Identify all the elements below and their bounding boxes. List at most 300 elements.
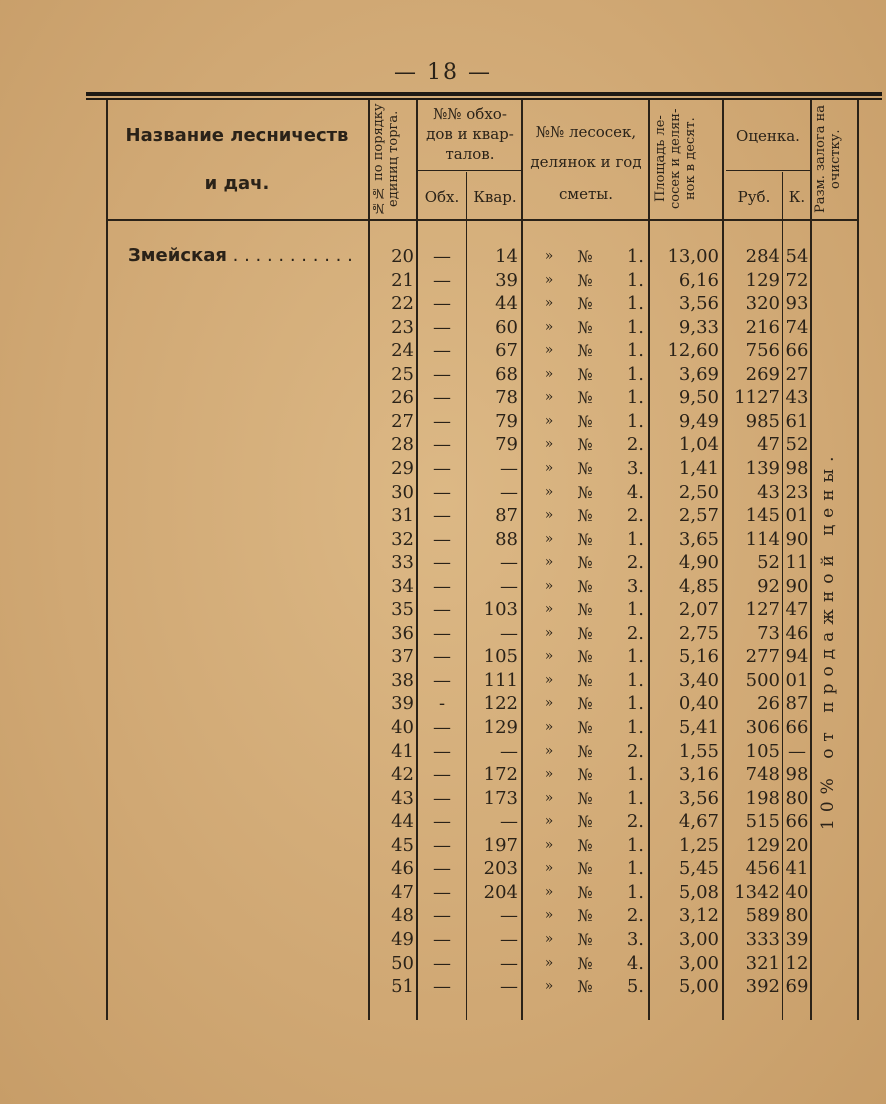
cell-rub: 198 [745,787,780,809]
cell-obh: - [438,693,446,715]
cell-plot: 1. [626,858,644,880]
cell-area: 3,00 [678,952,719,974]
cell-rub: 320 [745,293,780,315]
cell-number-sign: № [577,482,593,502]
cell-rub: 129 [745,269,780,291]
header-plots-line1: №№ лесосек, [535,123,637,141]
cell-obh: — [433,976,451,998]
cell-plot: 3. [626,928,644,950]
header-rounds-line1: №№ обхо- [433,105,507,123]
cell-obh: — [433,599,451,621]
cell-plot: 2. [626,505,644,527]
cell-area: 2,50 [678,481,719,503]
cell-obh: — [433,575,451,597]
cell-number-sign: № [577,835,593,855]
cell-number-sign: № [577,623,593,643]
header-estimate-rub: Руб. [737,188,771,206]
cell-area: 3,65 [678,528,719,550]
cell-no: 30 [391,481,414,503]
cell-kop: 66 [785,340,809,362]
cell-area: 12,60 [667,340,719,362]
cell-plot: 1. [626,764,644,786]
cell-kop: 12 [785,952,809,974]
cell-kop: 61 [785,410,809,432]
cell-plot: 1. [626,410,644,432]
cell-kvar: 39 [495,269,518,291]
cell-obh: — [433,293,451,315]
cell-kop: 98 [785,457,809,479]
header-area: Площадь ле-сосек и делян-нок в десят. [653,108,698,210]
cell-plot: 1. [626,246,644,267]
cell-no: 28 [391,434,414,456]
cell-plot: 1. [626,340,644,362]
cell-number-sign: № [577,411,593,431]
cell-no: 45 [391,834,414,856]
cell-kvar: 197 [483,834,518,856]
cell-kop: 72 [785,269,809,291]
cell-plot: 1. [626,881,644,903]
top-rule-thick [86,92,882,96]
cell-quote: » [544,954,554,971]
cell-quote: » [544,507,554,524]
cell-rub: 105 [745,740,780,762]
cell-obh: — [433,881,451,903]
cell-area: 3,16 [678,764,719,786]
cell-obh: — [433,834,451,856]
col-line-no [416,100,418,1020]
cell-kvar: 204 [483,881,518,903]
cell-number-sign: № [577,600,593,620]
cell-number-sign: № [577,317,593,337]
cell-area: 5,45 [678,858,719,880]
cell-number-sign: № [577,647,593,667]
cell-area: 3,12 [678,905,719,927]
cell-no: 24 [391,340,414,362]
cell-rub: 73 [757,622,780,644]
cell-no: 44 [391,811,414,833]
cell-rub: 748 [745,764,780,786]
col-line-area [722,100,724,1020]
cell-kop: 54 [785,246,809,267]
cell-rub: 515 [745,811,780,833]
cell-quote: » [544,554,554,571]
cell-kop: 80 [785,787,809,809]
cell-kvar: — [500,552,518,574]
cell-no: 33 [391,552,414,574]
cell-no: 35 [391,599,414,621]
cell-no: 47 [391,881,414,903]
cell-area: 1,25 [678,834,719,856]
header-bottom-rule [108,219,858,221]
cell-quote: » [544,601,554,618]
cell-obh: — [433,340,451,362]
cell-kop: 52 [785,434,809,456]
cell-kop: — [788,740,806,762]
cell-rub: 756 [745,340,780,362]
forestry-name [128,245,353,266]
cell-no: 38 [391,669,414,691]
cell-quote: » [544,930,554,947]
cell-plot: 1. [626,693,644,715]
cell-plot: 1. [626,717,644,738]
cell-obh: — [433,717,451,738]
forestry-name-leader: . . . . . . . . . . . [226,245,353,266]
cell-quote: » [544,271,554,288]
cell-quote: » [544,860,554,877]
cell-obh: — [433,528,451,550]
cell-number-sign: № [577,388,593,408]
cell-obh: — [433,410,451,432]
cell-kvar: 105 [483,646,518,668]
cell-kvar: 203 [483,858,518,880]
header-rounds-sub-obh: Обх. [424,188,460,206]
cell-number-sign: № [577,553,593,573]
cell-kvar: — [500,740,518,762]
cell-kvar: 173 [483,787,518,809]
col-line-rub [782,172,783,1020]
cell-kvar: — [500,575,518,597]
cell-plot: 2. [626,740,644,762]
cell-area: 2,75 [678,622,719,644]
cell-number-sign: № [577,506,593,526]
cell-number-sign: № [577,906,593,926]
cell-obh: — [433,905,451,927]
col-line-right [857,100,859,1020]
header-estimate: Оценка. [736,127,800,145]
header-name-line2: и дач. [204,173,270,194]
cell-quote: » [544,365,554,382]
cell-kvar: — [500,622,518,644]
cell-rub: 1342 [734,881,780,903]
cell-kvar: 44 [495,293,518,315]
forestry-name-text: Змейская [128,245,227,266]
cell-kvar: 172 [483,764,518,786]
cell-area: 5,41 [678,717,719,738]
cell-no: 34 [391,575,414,597]
cell-area: 9,49 [678,410,719,432]
cell-rub: 284 [745,246,780,267]
cell-no: 23 [391,316,414,338]
cell-rub: 456 [745,858,780,880]
cell-rub: 500 [745,669,780,691]
cell-no: 36 [391,622,414,644]
cell-kop: 66 [785,717,809,738]
cell-area: 5,16 [678,646,719,668]
cell-quote: » [544,295,554,312]
cell-no: 21 [391,269,414,291]
cell-kop: 39 [785,928,809,950]
cell-no: 37 [391,646,414,668]
rounds-subrule [418,170,522,171]
header-rounds-line2: дов и квар- [426,125,514,143]
cell-no: 48 [391,905,414,927]
cell-kvar: 79 [495,410,518,432]
cell-plot: 3. [626,575,644,597]
cell-kop: 74 [785,316,809,338]
cell-kvar: 122 [483,693,518,715]
cell-plot: 1. [626,293,644,315]
cell-obh: — [433,764,451,786]
cell-rub: 269 [745,363,780,385]
cell-plot: 1. [626,599,644,621]
cell-quote: » [544,742,554,759]
cell-plot: 1. [626,646,644,668]
cell-kvar: 129 [483,717,518,738]
cell-area: 4,90 [678,552,719,574]
cell-kvar: 67 [495,340,518,362]
cell-no: 25 [391,363,414,385]
cell-area: 3,40 [678,669,719,691]
cell-quote: » [544,813,554,830]
header-rounds-sub-kvar: Квар. [473,188,517,206]
cell-number-sign: № [577,859,593,879]
cell-number-sign: № [577,294,593,314]
cell-plot: 1. [626,669,644,691]
cell-no: 43 [391,787,414,809]
cell-rub: 321 [745,952,780,974]
cell-no: 26 [391,387,414,409]
cell-quote: » [544,648,554,665]
cell-quote: » [544,342,554,359]
cell-rub: 139 [745,457,780,479]
cell-rub: 333 [745,928,780,950]
cell-kop: 01 [785,505,809,527]
cell-number-sign: № [577,576,593,596]
header-plots-line3: сметы. [559,185,613,203]
cell-kop: 23 [785,481,809,503]
cell-kop: 80 [785,905,809,927]
cell-kop: 94 [785,646,809,668]
cell-quote: » [544,671,554,688]
cell-number-sign: № [577,765,593,785]
cell-area: 3,69 [678,363,719,385]
cell-number-sign: № [577,741,593,761]
col-line-kvar [521,100,523,1020]
cell-quote: » [544,624,554,641]
cell-kvar: — [500,905,518,927]
cell-no: 22 [391,293,414,315]
col-line-kop [810,100,812,1020]
cell-area: 1,55 [678,740,719,762]
cell-quote: » [544,436,554,453]
cell-kvar: 79 [495,434,518,456]
cell-number-sign: № [577,270,593,290]
page-number: — 18 — [394,60,492,85]
cell-area: 5,00 [678,976,719,998]
header-rounds-line3: талов. [445,145,495,163]
cell-plot: 1. [626,528,644,550]
cell-no: 20 [391,246,414,267]
cell-no: 49 [391,928,414,950]
cell-obh: — [433,787,451,809]
cell-kvar: 111 [483,669,518,691]
cell-number-sign: № [577,364,593,384]
cell-kvar: — [500,928,518,950]
cell-kop: 87 [785,693,809,715]
cell-plot: 3. [626,457,644,479]
cell-quote: » [544,883,554,900]
cell-number-sign: № [577,670,593,690]
cell-rub: 306 [745,717,780,738]
col-line-left [106,100,108,1020]
cell-kop: 11 [785,552,809,574]
cell-obh: — [433,363,451,385]
cell-obh: — [433,740,451,762]
cell-rub: 114 [745,528,780,550]
cell-area: 4,85 [678,575,719,597]
header-plots-line2: делянок и год [530,153,642,171]
cell-kvar: 103 [483,599,518,621]
cell-quote: » [544,577,554,594]
cell-number-sign: № [577,694,593,714]
cell-area: 9,33 [678,316,719,338]
cell-area: 13,00 [667,246,719,267]
cell-quote: » [544,907,554,924]
cell-quote: » [544,766,554,783]
cell-area: 5,08 [678,881,719,903]
cell-kvar: 68 [495,363,518,385]
cell-number-sign: № [577,458,593,478]
cell-area: 1,41 [678,457,719,479]
header-name-line1: Название лесничеств [125,125,349,146]
cell-obh: — [433,246,451,267]
cell-kvar: 14 [495,246,518,267]
cell-kvar: 88 [495,528,518,550]
cell-plot: 1. [626,316,644,338]
cell-plot: 4. [626,952,644,974]
cell-area: 1,04 [678,434,719,456]
cell-plot: 1. [626,787,644,809]
cell-quote: » [544,248,554,264]
cell-obh: — [433,481,451,503]
cell-kop: 90 [785,528,809,550]
cell-plot: 5. [626,976,644,998]
cell-kop: 01 [785,669,809,691]
cell-area: 0,40 [678,693,719,715]
cell-obh: — [433,622,451,644]
header-order-no: №№ по порядку единиц торга. [371,103,401,215]
cell-no: 42 [391,764,414,786]
cell-rub: 43 [757,481,780,503]
cell-kvar: — [500,811,518,833]
cell-kvar: — [500,976,518,998]
cell-obh: — [433,858,451,880]
cell-plot: 1. [626,363,644,385]
cell-kvar: — [500,481,518,503]
cell-number-sign: № [577,529,593,549]
cell-area: 2,57 [678,505,719,527]
cell-plot: 2. [626,905,644,927]
cell-kop: 27 [785,363,809,385]
cell-rub: 26 [757,693,780,715]
cell-quote: » [544,978,554,995]
cell-number-sign: № [577,788,593,808]
cell-number-sign: № [577,341,593,361]
cell-rub: 277 [745,646,780,668]
header-estimate-kop: К. [788,188,806,206]
cell-number-sign: № [577,718,593,737]
top-rule-thin [86,98,882,100]
cell-rub: 216 [745,316,780,338]
cell-obh: — [433,646,451,668]
cell-kop: 93 [785,293,809,315]
cell-plot: 1. [626,387,644,409]
cell-area: 9,50 [678,387,719,409]
cell-no: 50 [391,952,414,974]
cell-area: 6,16 [678,269,719,291]
cell-number-sign: № [577,953,593,973]
cell-rub: 127 [745,599,780,621]
cell-number-sign: № [577,882,593,902]
cell-quote: » [544,789,554,806]
cell-plot: 1. [626,269,644,291]
cell-kop: 47 [785,599,809,621]
cell-obh: — [433,457,451,479]
cell-obh: — [433,552,451,574]
cell-area: 3,56 [678,293,719,315]
cell-kop: 20 [785,834,809,856]
cell-rub: 92 [757,575,780,597]
cell-quote: » [544,719,554,735]
cell-obh: — [433,669,451,691]
cell-kop: 90 [785,575,809,597]
cell-kop: 98 [785,764,809,786]
cell-rub: 47 [757,434,780,456]
cell-kop: 40 [785,881,809,903]
cell-kvar: — [500,457,518,479]
cell-rub: 392 [745,976,780,998]
cell-quote: » [544,695,554,712]
cell-quote: » [544,836,554,853]
cell-kop: 66 [785,811,809,833]
cell-no: 29 [391,457,414,479]
cell-kvar: 78 [495,387,518,409]
cell-number-sign: № [577,977,593,997]
col-line-plots [648,100,650,1020]
cell-rub: 985 [745,410,780,432]
cell-kop: 41 [785,858,809,880]
cell-quote: » [544,530,554,547]
cell-no: 27 [391,410,414,432]
cell-kvar: 87 [495,505,518,527]
cell-quote: » [544,459,554,476]
cell-area: 2,07 [678,599,719,621]
cell-obh: — [433,269,451,291]
col-line-obh [466,172,467,1020]
cell-plot: 2. [626,622,644,644]
cell-obh: — [433,811,451,833]
cell-no: 40 [391,717,414,738]
cell-quote: » [544,318,554,335]
cell-no: 32 [391,528,414,550]
cell-area: 3,56 [678,787,719,809]
cell-plot: 2. [626,811,644,833]
cell-no: 41 [391,740,414,762]
cell-rub: 589 [745,905,780,927]
header-deposit: Разм. залога на очистку. [813,105,843,213]
cell-quote: » [544,412,554,429]
cell-rub: 145 [745,505,780,527]
cell-kop: 43 [785,387,809,409]
cell-quote: » [544,389,554,406]
estimate-subrule [726,170,810,171]
cell-area: 4,67 [678,811,719,833]
cell-obh: — [433,434,451,456]
cell-plot: 4. [626,481,644,503]
col-line-name [368,100,370,1020]
cell-rub: 1127 [734,387,780,409]
cell-plot: 2. [626,434,644,456]
